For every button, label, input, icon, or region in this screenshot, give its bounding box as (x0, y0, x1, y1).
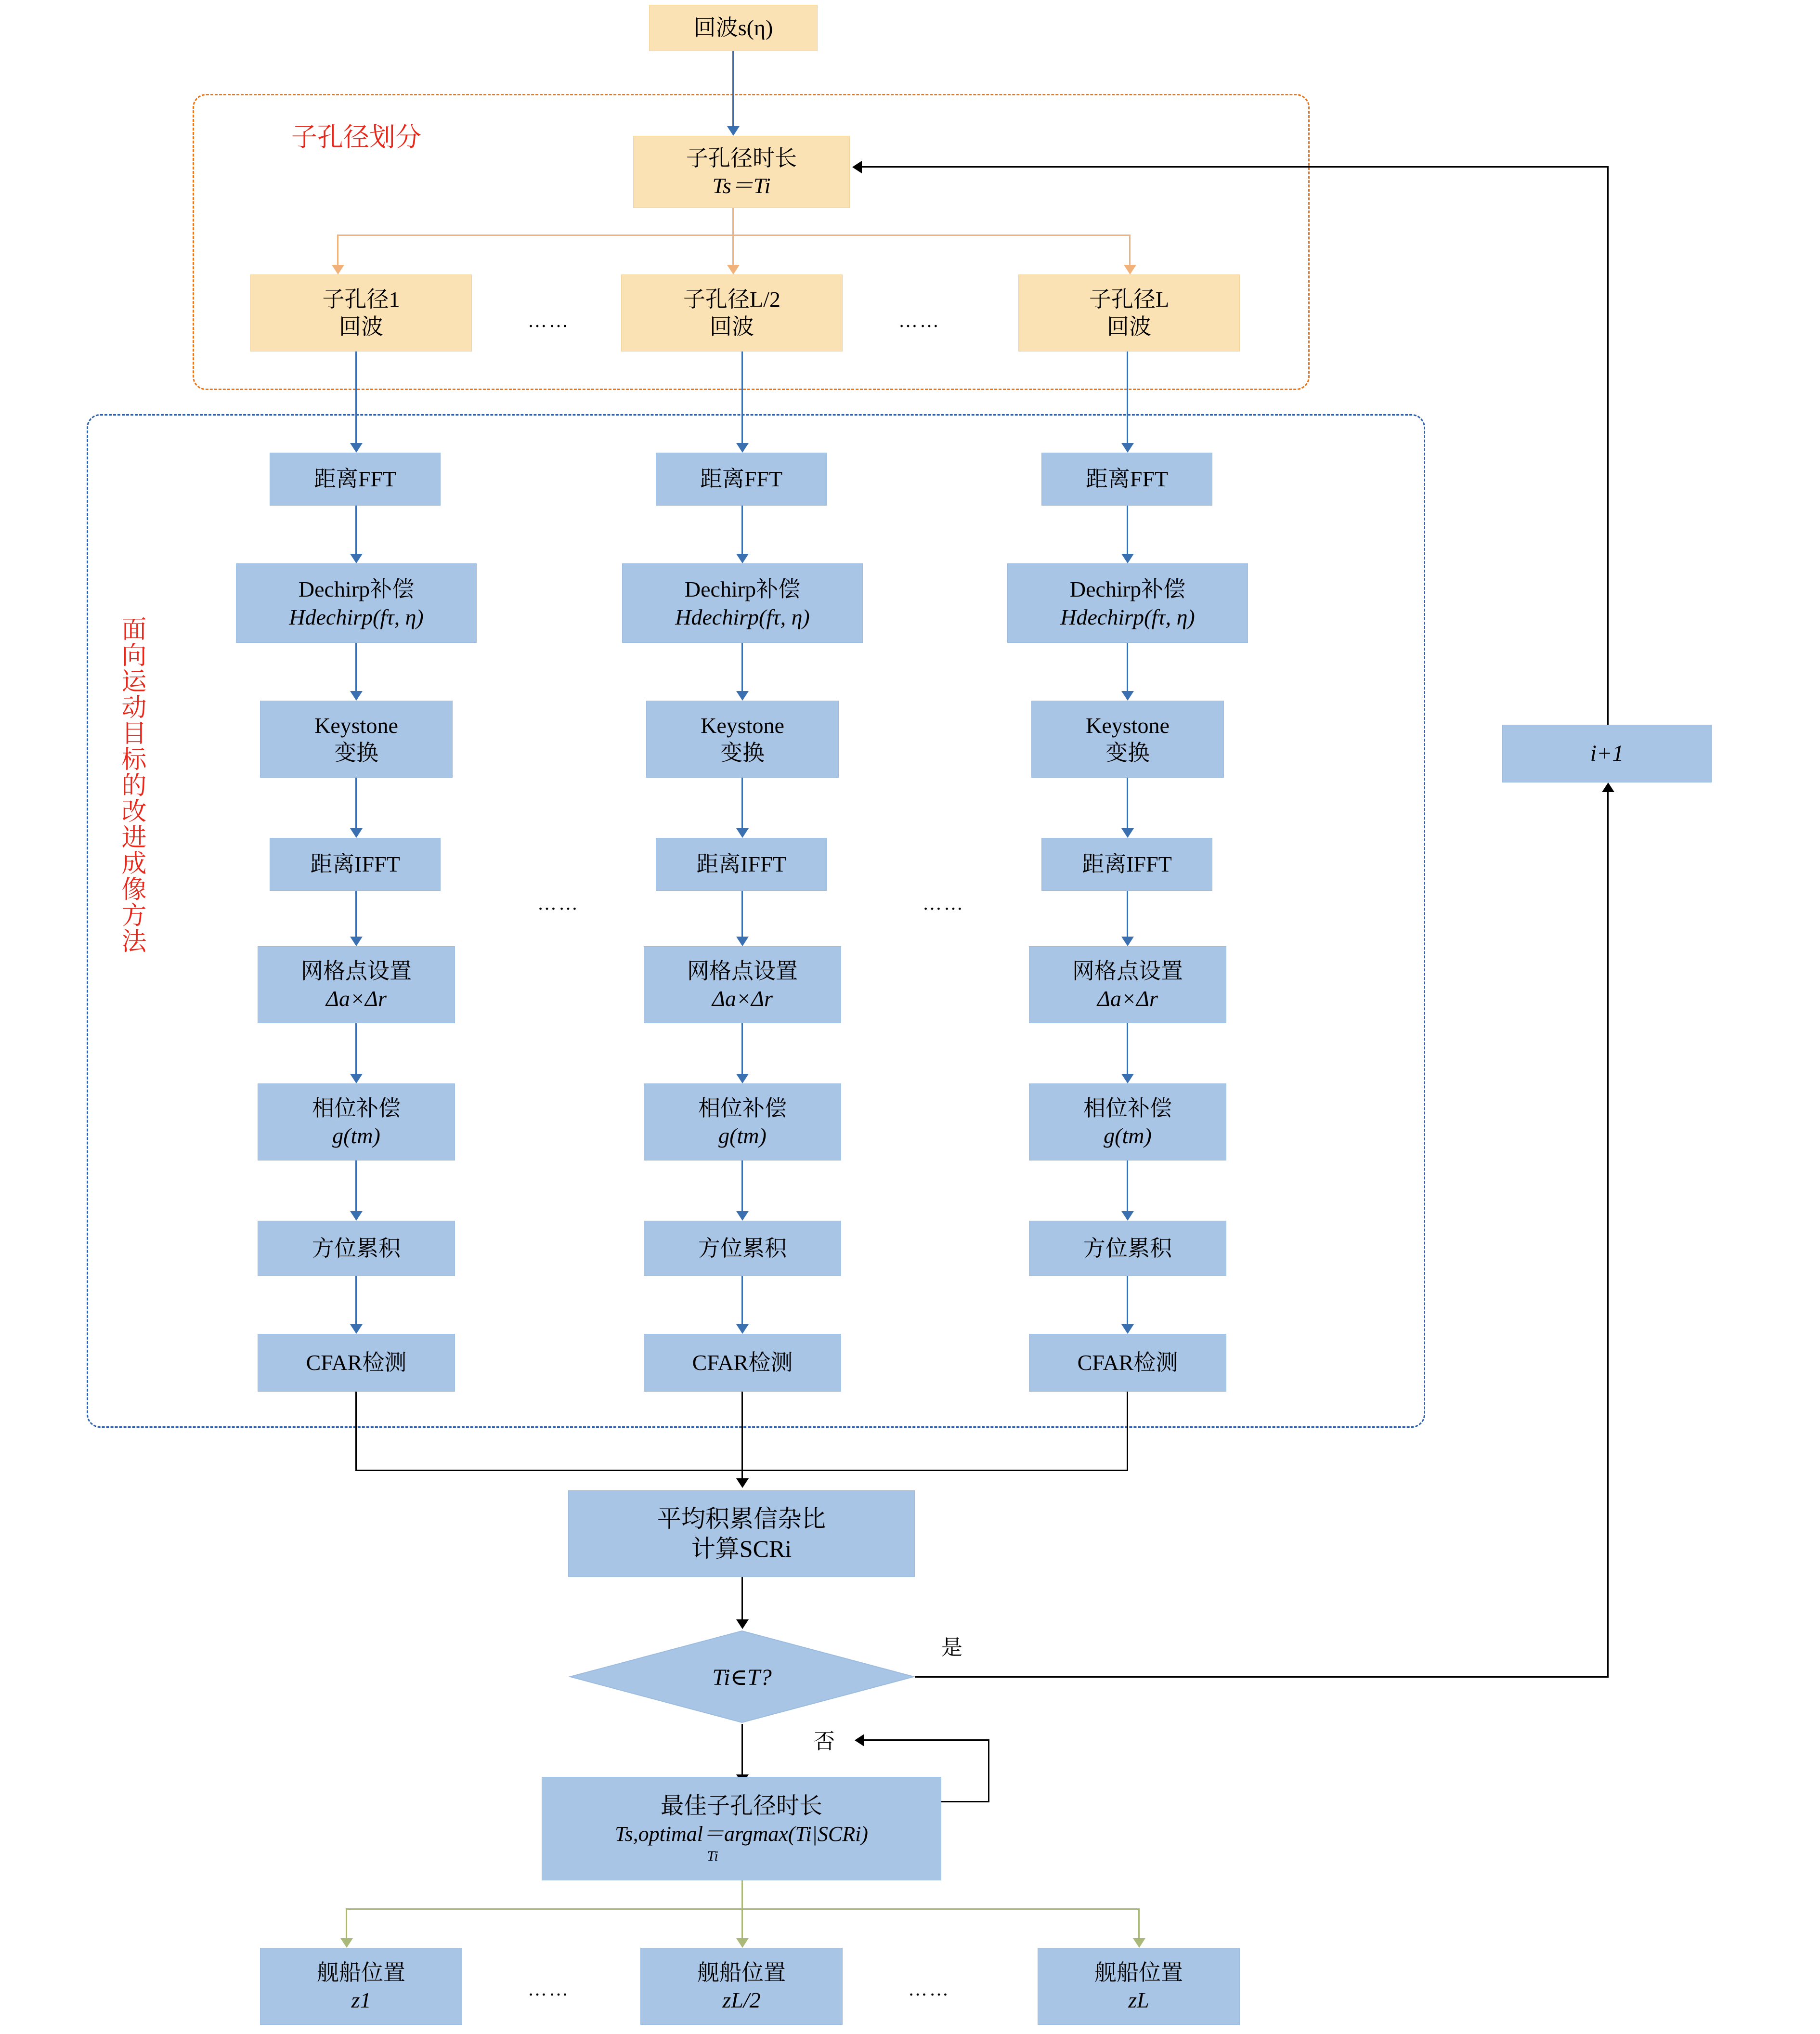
arrowhead-c3-ifft-grid (1121, 937, 1134, 946)
arrowhead-c3-grid-phase (1121, 1074, 1134, 1083)
edge-decision-no (741, 1724, 743, 1777)
group-label-imaging: 面向运动目标的改进成像方法 (117, 616, 145, 954)
edge-c3-keystone-ifft (1127, 778, 1128, 831)
node-dechirp-col1 (236, 563, 477, 643)
node-grid-col2-line1: 网格点设置 (687, 958, 798, 983)
arrowhead-c1-dechirp-keystone (350, 691, 363, 701)
arrowhead-merge-to-scr (736, 1478, 749, 1488)
arrowhead-ship-1 (340, 1938, 353, 1948)
node-cfar-col2 (644, 1334, 841, 1392)
arrowhead-c3-fft-dechirp (1121, 554, 1134, 563)
node-subaperture-L2-line1: 子孔径L/2 (683, 287, 780, 312)
node-phase-col2-line1: 相位补偿 (698, 1095, 787, 1121)
edge-optimal-hook-right (988, 1739, 989, 1802)
edge-c2-azimuth-cfar (741, 1276, 743, 1327)
node-dechirp-col2-line1: Dechirp补偿 (684, 577, 801, 601)
node-range-fft-col2-label: 距离FFT (700, 467, 783, 492)
node-decision-label: Ti∈T? (712, 1664, 772, 1690)
node-grid-col3 (1029, 946, 1226, 1023)
node-subaperture-L-line2: 回波 (1107, 314, 1151, 339)
node-dechirp-col3-line1: Dechirp补偿 (1069, 577, 1186, 601)
node-azimuth-col2-label: 方位累积 (698, 1236, 787, 1261)
node-phase-col1-line2: g(tm) (332, 1123, 380, 1148)
node-azimuth-col2 (644, 1221, 841, 1276)
edge-c1-phase-azimuth (355, 1160, 357, 1213)
ellipsis-subaperture-left: …… (528, 309, 570, 331)
arrowhead-ship-2 (736, 1938, 749, 1948)
node-range-fft-col2 (656, 453, 827, 506)
node-scr-line2: 计算SCRi (691, 1535, 792, 1562)
node-optimal-line2: Ts,optimal＝argmax(Ti|SCRi) (615, 1822, 868, 1846)
node-grid-col1-line2: Δa×Δr (326, 986, 387, 1011)
edge-decision-yes (915, 1676, 1608, 1678)
arrowhead-yes-to-iterate (1602, 782, 1614, 792)
arrowhead-c2-ifft-grid (736, 937, 749, 946)
edge-c1-keystone-ifft (355, 778, 357, 831)
node-keystone-col2 (646, 701, 839, 778)
node-echo (649, 5, 818, 51)
arrowhead-c3-dechirp-keystone (1121, 691, 1134, 701)
node-dechirp-col3 (1007, 563, 1248, 643)
node-echo-line1: 回波s(η) (693, 15, 773, 40)
edge-cfar1-down (355, 1392, 357, 1471)
node-ship-position-1-line1: 舰船位置 (317, 1960, 405, 1985)
group-label-subaperture: 子孔径划分 (291, 123, 421, 152)
node-dechirp-col3-line2: Hdechirp(fτ, η) (1060, 604, 1195, 629)
edge-iterate-back-to-duration (862, 166, 1609, 168)
edge-c2-phase-azimuth (741, 1160, 743, 1213)
edge-duration-drop-2 (732, 235, 734, 268)
arrowhead-c2-phase-azimuth (736, 1211, 749, 1221)
node-cfar-col3 (1029, 1334, 1226, 1392)
node-range-ifft-col1-label: 距离IFFT (310, 852, 400, 877)
node-range-ifft-col2 (656, 838, 827, 891)
edge-duration-drop-1 (337, 235, 338, 268)
edge-echo-to-duration (732, 51, 734, 129)
arrowhead-scr-to-decision (736, 1619, 749, 1629)
node-optimal-line1: 最佳子孔径时长 (660, 1793, 822, 1819)
node-grid-col2-line2: Δa×Δr (712, 986, 773, 1011)
arrowhead-c1-phase-azimuth (350, 1211, 363, 1221)
arrowhead-c3-azimuth-cfar (1121, 1324, 1134, 1334)
node-subaperture-L2 (621, 274, 843, 352)
arrowhead-c1-keystone-ifft (350, 828, 363, 838)
node-grid-col2 (644, 946, 841, 1023)
arrowhead-c1-ifft-grid (350, 937, 363, 946)
node-subaperture-L-line1: 子孔径L (1089, 287, 1170, 312)
edge-label-yes: 是 (941, 1636, 962, 1659)
arrowhead-optimal-hook (855, 1734, 864, 1747)
node-phase-col1 (258, 1083, 455, 1160)
node-subaperture-1-line1: 子孔径1 (322, 287, 400, 312)
node-cfar-col1 (258, 1334, 455, 1392)
edge-optimal-stem (741, 1880, 743, 1908)
node-cfar-col2-label: CFAR检测 (692, 1350, 793, 1375)
edge-c3-ifft-grid (1127, 891, 1128, 939)
edge-c1-fft-dechirp (355, 506, 357, 556)
edge-duration-drop-3 (1129, 235, 1131, 268)
edge-yes-up (1607, 790, 1609, 1678)
arrowhead-c1-azimuth-cfar (350, 1324, 363, 1334)
node-range-ifft-col3-label: 距离IFFT (1082, 852, 1172, 877)
arrowhead-subL2-to-fft (736, 443, 749, 453)
node-dechirp-col1-line2: Hdechirp(fτ, η) (289, 604, 424, 629)
node-subaperture-1-line2: 回波 (339, 314, 383, 339)
ellipsis-chain-left: …… (537, 892, 580, 914)
arrowhead-back-to-duration (852, 161, 862, 173)
node-dechirp-col2-line2: Hdechirp(fτ, η) (675, 604, 810, 629)
edge-ship-drop-2 (741, 1908, 743, 1941)
arrowhead-c2-azimuth-cfar (736, 1324, 749, 1334)
node-scr-line1: 平均积累信杂比 (657, 1505, 826, 1532)
edge-cfar3-down (1127, 1392, 1128, 1471)
arrowhead-duration-3 (1124, 265, 1136, 274)
node-phase-col2-line2: g(tm) (718, 1123, 767, 1148)
edge-c3-grid-phase (1127, 1023, 1128, 1076)
node-subaperture-1 (250, 274, 472, 352)
node-grid-col3-line1: 网格点设置 (1072, 958, 1183, 983)
node-dechirp-col2 (622, 563, 863, 643)
node-range-fft-col3 (1041, 453, 1212, 506)
node-optimal-duration (542, 1777, 941, 1880)
node-phase-col1-line1: 相位补偿 (312, 1095, 401, 1121)
edge-c1-dechirp-keystone (355, 643, 357, 693)
node-keystone-col2-line2: 变换 (720, 741, 765, 765)
node-range-fft-col1 (270, 453, 441, 506)
edge-subL-to-fft (1127, 352, 1128, 445)
arrowhead-duration-2 (727, 265, 740, 274)
edge-c3-phase-azimuth (1127, 1160, 1128, 1213)
edge-c2-fft-dechirp (741, 506, 743, 556)
node-sub-duration (633, 136, 850, 208)
node-ship-position-L2 (640, 1948, 843, 2025)
node-phase-col2 (644, 1083, 841, 1160)
edge-optimal-hook-top (864, 1739, 989, 1741)
edge-c2-keystone-ifft (741, 778, 743, 831)
edge-label-no: 否 (814, 1730, 835, 1753)
node-ship-position-L2-line2: zL/2 (722, 1988, 761, 2012)
ellipsis-chain-right: …… (923, 892, 965, 914)
arrowhead-ship-3 (1133, 1938, 1145, 1948)
node-range-ifft-col3 (1041, 838, 1212, 891)
edge-sub1-to-fft (355, 352, 357, 445)
arrowhead-sub1-to-fft (350, 443, 363, 453)
arrowhead-c1-fft-dechirp (350, 554, 363, 563)
node-ship-position-1-line2: z1 (351, 1988, 371, 2012)
node-azimuth-col3-label: 方位累积 (1083, 1236, 1172, 1261)
node-range-fft-col3-label: 距离FFT (1085, 467, 1169, 492)
node-ship-position-1 (260, 1948, 462, 2025)
node-range-ifft-col2-label: 距离IFFT (696, 852, 786, 877)
node-scr (568, 1490, 915, 1577)
node-grid-col1-line1: 网格点设置 (301, 958, 412, 983)
node-iterate (1502, 725, 1712, 782)
node-dechirp-col1-line1: Dechirp补偿 (298, 577, 415, 601)
node-azimuth-col1-label: 方位累积 (312, 1236, 401, 1261)
node-range-ifft-col1 (270, 838, 441, 891)
edge-c1-grid-phase (355, 1023, 357, 1076)
arrowhead-c1-grid-phase (350, 1074, 363, 1083)
arrowhead-subL-to-fft (1121, 443, 1134, 453)
edge-c1-ifft-grid (355, 891, 357, 939)
node-decision (568, 1630, 916, 1724)
node-sub-duration-line2: Ts＝Ti (712, 173, 771, 198)
node-keystone-col3-line1: Keystone (1086, 713, 1170, 738)
edge-ship-drop-1 (346, 1908, 347, 1941)
edge-iterate-up (1607, 166, 1609, 725)
edge-c2-grid-phase (741, 1023, 743, 1076)
node-ship-position-L-line1: 舰船位置 (1094, 1960, 1183, 1985)
edge-c1-azimuth-cfar (355, 1276, 357, 1327)
node-iterate-label: i+1 (1590, 741, 1624, 766)
node-keystone-col1 (260, 701, 453, 778)
node-keystone-col1-line1: Keystone (314, 713, 398, 738)
arrowhead-echo-to-duration (727, 126, 740, 136)
node-optimal-line3: Ti (707, 1848, 718, 1864)
edge-scr-to-decision (741, 1577, 743, 1623)
arrowhead-c2-keystone-ifft (736, 828, 749, 838)
arrowhead-c2-grid-phase (736, 1074, 749, 1083)
edge-c2-ifft-grid (741, 891, 743, 939)
node-sub-duration-line1: 子孔径时长 (686, 145, 797, 170)
arrowhead-duration-1 (332, 265, 344, 274)
node-cfar-col1-label: CFAR检测 (306, 1350, 407, 1375)
edge-c3-azimuth-cfar (1127, 1276, 1128, 1327)
node-keystone-col2-line1: Keystone (701, 713, 784, 738)
ellipsis-ship-right: …… (908, 1978, 950, 2000)
edge-subL2-to-fft (741, 352, 743, 445)
arrowhead-c3-keystone-ifft (1121, 828, 1134, 838)
node-azimuth-col3 (1029, 1221, 1226, 1276)
node-ship-position-L-line2: zL (1128, 1988, 1149, 2012)
node-subaperture-L (1018, 274, 1240, 352)
edge-ship-drop-3 (1138, 1908, 1140, 1941)
edge-duration-stem (732, 208, 734, 235)
node-ship-position-L2-line1: 舰船位置 (697, 1960, 786, 1985)
edge-c3-fft-dechirp (1127, 506, 1128, 556)
node-keystone-col3 (1031, 701, 1224, 778)
arrowhead-c2-fft-dechirp (736, 554, 749, 563)
arrowhead-c2-dechirp-keystone (736, 691, 749, 701)
node-phase-col3-line1: 相位补偿 (1083, 1095, 1172, 1121)
node-keystone-col1-line2: 变换 (334, 741, 378, 765)
edge-optimal-hook-bottom (939, 1801, 989, 1802)
node-subaperture-L2-line2: 回波 (710, 314, 754, 339)
node-cfar-col3-label: CFAR检测 (1077, 1350, 1178, 1375)
node-ship-position-L (1038, 1948, 1240, 2025)
node-grid-col1 (258, 946, 455, 1023)
node-phase-col3-line2: g(tm) (1104, 1123, 1152, 1148)
node-grid-col3-line2: Δa×Δr (1097, 986, 1158, 1011)
edge-cfar2-down (741, 1392, 743, 1481)
ellipsis-subaperture-right: …… (898, 309, 941, 331)
edge-c3-dechirp-keystone (1127, 643, 1128, 693)
ellipsis-ship-left: …… (528, 1978, 570, 2000)
edge-c2-dechirp-keystone (741, 643, 743, 693)
node-azimuth-col1 (258, 1221, 455, 1276)
node-keystone-col3-line2: 变换 (1105, 741, 1150, 765)
node-range-fft-col1-label: 距离FFT (313, 467, 397, 492)
arrowhead-c3-phase-azimuth (1121, 1211, 1134, 1221)
node-phase-col3 (1029, 1083, 1226, 1160)
